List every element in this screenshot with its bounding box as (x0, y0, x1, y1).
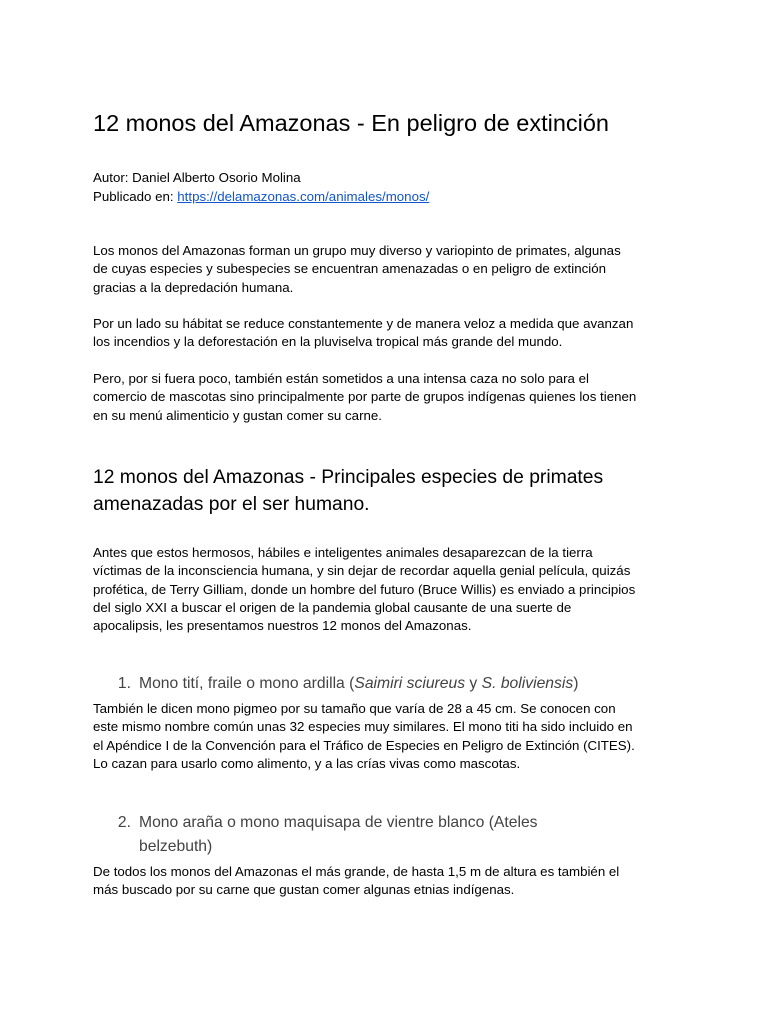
heading-line: 12 monos del Amazonas - Principales especies de primates (93, 467, 604, 488)
text-line: víctimas de la inconsciencia humana, y sin dejar de recordar aquella genial película, quizás (93, 563, 631, 579)
text-line: los incendios y la deforestación en la pluviselva tropical más grande del mundo. (93, 334, 563, 350)
list-item-heading-line: Mono araña o mono maquisapa de vientre blanco (Ateles (139, 814, 538, 831)
text-line: Antes que estos hermosos, hábiles e inteligentes animales desaparezcan de la tierra (93, 545, 593, 560)
list-item-heading (139, 672, 578, 696)
text-line: apocalipsis, les presentamos nuestros 12 monos del Amazonas. (93, 618, 472, 634)
list-item-heading-line: belzebuth) (139, 837, 213, 855)
text-line: este mismo nombre común unas 32 especies muy similares. El mono titi ha sido incluido en (93, 719, 633, 735)
scientific-name: Saimiri sciureus (354, 675, 466, 692)
intro-paragraph-3 (93, 370, 683, 425)
document-title: 12 monos del Amazonas - En peligro de extinción (93, 110, 610, 136)
list-item-heading (139, 811, 538, 858)
species-common-name: Mono tití, fraile o mono ardilla ( (139, 675, 355, 692)
text-line: Lo cazan para usarlo como alimento, y a las crías vivas como mascotas. (93, 755, 521, 771)
scientific-name: S. boliviensis (481, 675, 574, 692)
text-line: de cuyas especies y subespecies se encuentran amenazadas o en peligro de extinción (93, 261, 606, 277)
text-line: en su menú alimenticio y gustan comer su carne. (93, 407, 382, 423)
name-suffix: ) (573, 675, 579, 692)
published-line (93, 188, 429, 207)
list-item-heading-line (139, 672, 578, 696)
document-meta (93, 169, 429, 206)
text-line: También le dicen mono pigmeo por su tamaño que varía de 28 a 45 cm. Se conocen con (93, 701, 616, 716)
text-line: Por un lado su hábitat se reduce constantemente y de manera veloz a medida que avanzan (93, 316, 634, 331)
text-line: Pero, por si fuera poco, también están sometidos a una intensa caza no solo para el (93, 371, 589, 386)
heading-line: amenazadas por el ser humano. (93, 494, 370, 515)
text-line: Los monos del Amazonas forman un grupo muy diverso y variopinto de primates, algunas (93, 243, 621, 258)
list-number: 1. (117, 675, 131, 692)
published-label: Publicado en: (93, 188, 178, 204)
item-2-description (93, 863, 683, 900)
author-line: Autor: Daniel Alberto Osorio Molina (93, 170, 301, 185)
text-line: el Apéndice I de la Convención para el Tráfico de Especies en Peligro de Extinción (CITES). (93, 737, 635, 753)
text-line: del siglo XXI a buscar el origen de la pandemia global causante de una suerte de (93, 599, 572, 615)
text-line: más buscado por su carne que gustan comer algunas etnias indígenas. (93, 882, 515, 898)
text-line: De todos los monos del Amazonas el más grande, de hasta 1,5 m de altura es también el (93, 864, 620, 879)
intro-paragraph-2 (93, 315, 683, 352)
text-line: gracias a la depredación humana. (93, 279, 294, 295)
text-line: profética, de Terry Gilliam, donde un hombre del futuro (Bruce Willis) es enviado a principios (93, 581, 636, 597)
text-line: comercio de mascotas sino principalmente por parte de grupos indígenas quienes los tienen (93, 389, 637, 405)
section-heading (93, 464, 603, 518)
section-intro-paragraph (93, 544, 683, 635)
item-1-description (93, 700, 683, 773)
published-link[interactable]: https://delamazonas.com/animales/monos/ (177, 188, 430, 204)
list-number: 2. (117, 814, 131, 831)
name-connector: y (465, 675, 482, 692)
intro-paragraph-1 (93, 242, 683, 297)
